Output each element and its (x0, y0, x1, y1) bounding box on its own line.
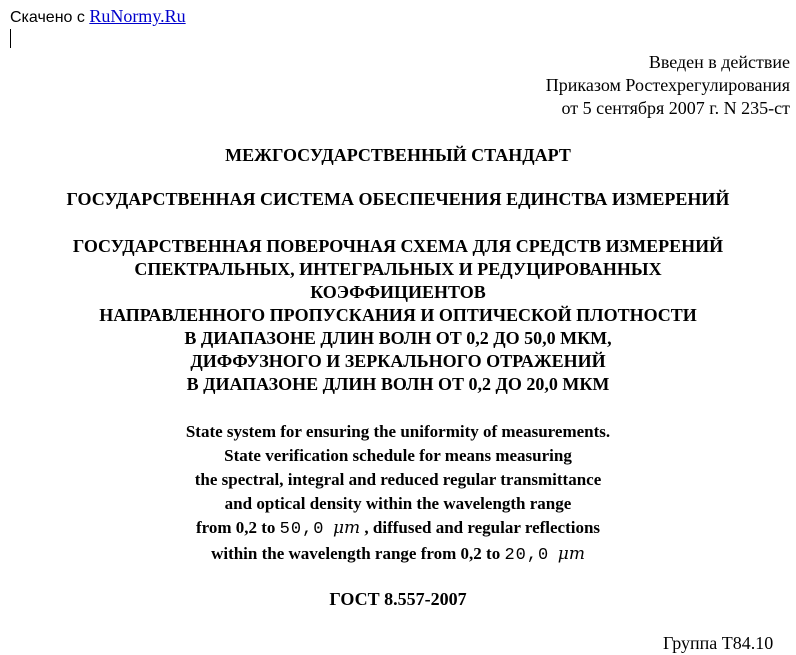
source-prefix: Скачено с (10, 9, 90, 26)
enactment-line: Приказом Ростехрегулирования (545, 75, 790, 95)
classification-group: Группа Т84.10 (663, 633, 774, 653)
range-upper-value: 50,0 (279, 520, 325, 539)
reflection-text: , diffused and regular reflections (360, 518, 601, 537)
russian-title-line: В ДИАПАЗОНЕ ДЛИН ВОЛН ОТ 0,2 ДО 20,0 МКМ (186, 374, 610, 394)
english-title-line (0, 516, 796, 542)
enactment-line: от 5 сентября 2007 г. N 235-ст (561, 98, 790, 118)
unit-symbol: μm (557, 544, 585, 564)
english-title-line: State verification schedule for means measuring (224, 446, 572, 465)
russian-title-line: КОЭФФИЦИЕНТОВ (310, 282, 486, 302)
russian-title-line: СПЕКТРАЛЬНЫХ, ИНТЕГРАЛЬНЫХ И РЕДУЦИРОВАННЫХ (134, 259, 662, 279)
unit-symbol: μm (332, 518, 361, 538)
gost-number: ГОСТ 8.557-2007 (329, 589, 467, 609)
russian-title-line: ДИФФУЗНОГО И ЗЕРКАЛЬНОГО ОТРАЖЕНИЙ (190, 351, 606, 371)
english-title-line (0, 542, 796, 568)
range-text: within the wavelength range from 0,2 to (211, 544, 505, 563)
range-text: from 0,2 to (195, 518, 280, 537)
download-source-line (10, 6, 186, 27)
english-title-line: and optical density within the wavelength range (224, 494, 572, 513)
russian-title-line: В ДИАПАЗОНЕ ДЛИН ВОЛН ОТ 0,2 ДО 50,0 МКМ, (184, 328, 612, 348)
english-title-line: the spectral, integral and reduced regular transmittance (194, 470, 602, 489)
system-heading: ГОСУДАРСТВЕННАЯ СИСТЕМА ОБЕСПЕЧЕНИЯ ЕДИНСТВА ИЗМЕРЕНИЙ (66, 189, 730, 209)
enactment-note (546, 51, 790, 120)
english-title-line: State system for ensuring the uniformity of measurements. (185, 422, 611, 441)
standard-type-heading: МЕЖГОСУДАРСТВЕННЫЙ СТАНДАРТ (225, 145, 571, 165)
source-link[interactable]: RuNormy.Ru (89, 6, 186, 26)
text-cursor (10, 29, 11, 48)
russian-title (0, 235, 796, 396)
enactment-line: Введен в действие (648, 52, 790, 72)
russian-title-line: ГОСУДАРСТВЕННАЯ ПОВЕРОЧНАЯ СХЕМА ДЛЯ СРЕДСТВ ИЗМЕРЕНИЙ (72, 236, 724, 256)
range-upper-value: 20,0 (504, 546, 550, 565)
russian-title-line: НАПРАВЛЕННОГО ПРОПУСКАНИЯ И ОПТИЧЕСКОЙ ПЛОТНОСТИ (99, 305, 697, 325)
english-title (0, 420, 796, 568)
